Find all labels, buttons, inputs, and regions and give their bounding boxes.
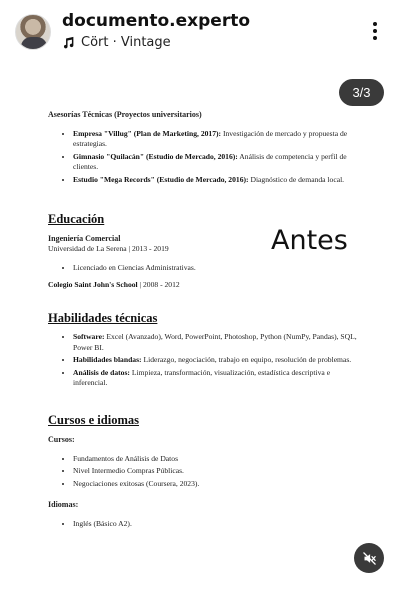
more-options-icon[interactable] xyxy=(367,22,383,44)
advisory-heading: Asesorías Técnicas (Proyectos universitarios) xyxy=(48,110,202,119)
speaker-muted-icon xyxy=(362,551,377,566)
skills-title: Habilidades técnicas xyxy=(48,310,158,325)
username[interactable]: documento.experto xyxy=(62,11,251,31)
school-line: Colegio Saint John's School | 2008 - 2012 xyxy=(48,280,180,290)
courses-list xyxy=(48,454,358,490)
list-item: • Estudio "Mega Records" (Estudio de Mercado, 2016): Diagnóstico de demanda local. xyxy=(73,175,358,186)
list-item: • Gimnasio "Quilacán" (Estudio de Mercado, 2016): Análisis de competencia y perfil de clientes. xyxy=(73,152,358,173)
list-item: • Fundamentos de Análisis de Datos xyxy=(73,454,358,465)
list-item: • Licenciado en Ciencias Administrativas. xyxy=(73,263,358,274)
list-item: • Inglés (Básico A2). xyxy=(73,519,358,530)
university-line: Universidad de La Serena | 2013 - 2019 xyxy=(48,244,169,254)
music-info[interactable] xyxy=(62,35,171,50)
list-item: • Análisis de datos: Limpieza, transformación, visualización, estadística descriptiva e inferencial. xyxy=(73,368,358,389)
avatar[interactable] xyxy=(15,14,51,50)
degree-list xyxy=(48,263,358,274)
image-counter-badge: 3/3 xyxy=(339,79,384,106)
languages-list xyxy=(48,519,358,530)
list-item: • Negociaciones exitosas (Coursera, 2023). xyxy=(73,479,358,490)
list-item: • Nivel Intermedio Compras Públicas. xyxy=(73,466,358,477)
skills-list xyxy=(48,332,358,389)
resume-document xyxy=(48,110,358,531)
list-item: • Habilidades blandas: Liderazgo, negociación, trabajo en equipo, resolución de problemas. xyxy=(73,355,358,366)
degree-title: Ingeniería Comercial xyxy=(48,233,121,243)
list-item: • Software: Excel (Avanzado), Word, PowerPoint, Photoshop, Python (NumPy, Pandas), SQL, Power BI. xyxy=(73,332,358,353)
post-header xyxy=(0,0,400,66)
overlay-text: Antes xyxy=(271,225,348,256)
advisory-list xyxy=(48,129,358,186)
music-note-icon xyxy=(62,36,75,49)
languages-label: Idiomas: xyxy=(48,500,79,510)
education-title: Educación xyxy=(48,211,105,226)
courses-label: Cursos: xyxy=(48,434,75,444)
music-track-label: Cört · Vintage xyxy=(81,35,171,50)
mute-button[interactable] xyxy=(354,543,384,573)
courses-title: Cursos e idiomas xyxy=(48,412,139,427)
list-item: • Empresa "Villug" (Plan de Marketing, 2017): Investigación de mercado y propuesta de estrategias. xyxy=(73,129,358,150)
